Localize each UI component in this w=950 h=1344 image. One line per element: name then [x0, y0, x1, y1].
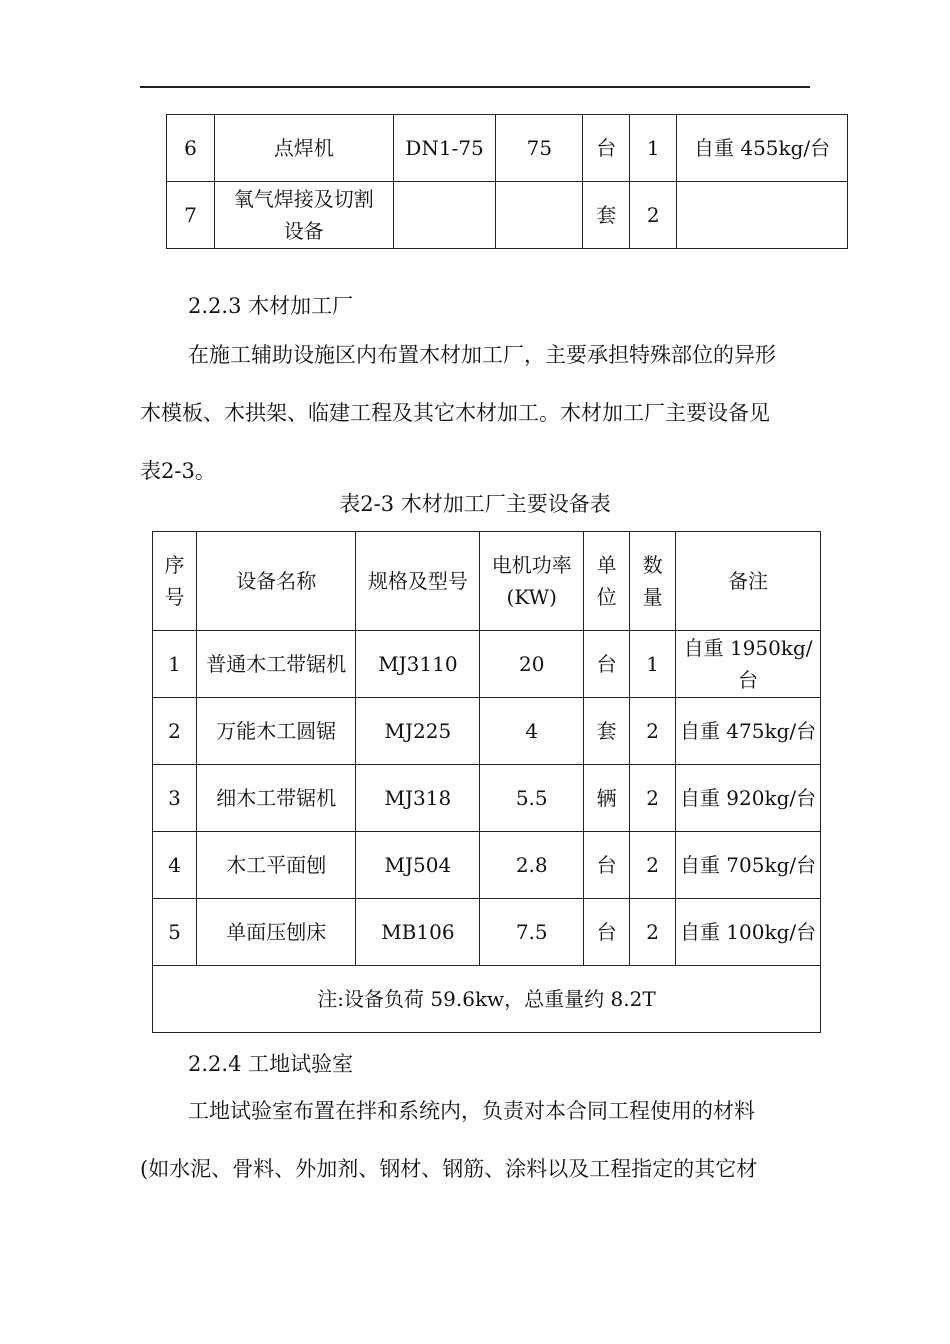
cell-name: 木工平面刨: [196, 832, 356, 899]
cell-no: 5: [153, 899, 197, 966]
cell-name: 氧气焊接及切割设备: [214, 182, 393, 249]
wood-equipment-table: [152, 531, 821, 1033]
cell-qty: 1: [630, 115, 677, 182]
cell-qty: 1: [630, 631, 676, 698]
cell-note: [677, 182, 848, 249]
header-unit: 单位: [584, 532, 630, 631]
cell-no: 4: [153, 832, 197, 899]
cell-no: 3: [153, 765, 197, 832]
paragraph-line: (如水泥、骨料、外加剂、钢材、钢筋、涂料以及工程指定的其它材: [140, 1157, 758, 1181]
cell-unit: 台: [583, 115, 630, 182]
cell-note: 自重 455kg/台: [677, 115, 848, 182]
table-row: [153, 765, 821, 832]
cell-unit: 台: [584, 832, 630, 899]
cell-note: 自重 1950kg/台: [676, 631, 821, 698]
cell-qty: 2: [630, 832, 676, 899]
cell-model: MJ225: [356, 698, 480, 765]
cell-name: 单面压刨床: [196, 899, 356, 966]
header-note: 备注: [676, 532, 821, 631]
table-row: [167, 115, 848, 182]
cell-note: 自重 475kg/台: [676, 698, 821, 765]
cell-unit: 台: [584, 899, 630, 966]
cell-note: 自重 920kg/台: [676, 765, 821, 832]
cell-qty: 2: [630, 899, 676, 966]
cell-power: 4: [480, 698, 584, 765]
cell-model: MJ318: [356, 765, 480, 832]
cell-no: 7: [167, 182, 215, 249]
table-footnote-row: [153, 966, 821, 1033]
page-header-rule: [140, 86, 810, 88]
cell-model: MB106: [356, 899, 480, 966]
table-caption: 表2-3 木材加工厂主要设备表: [339, 492, 611, 516]
table-header-row: [153, 532, 821, 631]
cell-model: [393, 182, 496, 249]
cell-qty: 2: [630, 765, 676, 832]
cell-note: 自重 705kg/台: [676, 832, 821, 899]
cell-power: 5.5: [480, 765, 584, 832]
paragraph-line: 工地试验室布置在拌和系统内，负责对本合同工程使用的材料: [188, 1099, 755, 1123]
header-power: 电机功率(KW): [480, 532, 584, 631]
header-qty: 数量: [630, 532, 676, 631]
section-2-2-4-paragraph: [140, 1082, 820, 1198]
section-2-2-3-paragraph: [140, 326, 820, 500]
cell-no: 6: [167, 115, 215, 182]
cell-power: 2.8: [480, 832, 584, 899]
paragraph-line: 木模板、木拱架、临建工程及其它木材加工。木材加工厂主要设备见: [140, 401, 770, 425]
table-row: [153, 899, 821, 966]
cell-unit: 套: [583, 182, 630, 249]
cell-qty: 2: [630, 182, 677, 249]
cell-no: 1: [153, 631, 197, 698]
table-row: [153, 698, 821, 765]
prev-equipment-table: [166, 114, 848, 249]
cell-unit: 套: [584, 698, 630, 765]
table-row: [153, 631, 821, 698]
table-row: [167, 182, 848, 249]
cell-name: 万能木工圆锯: [196, 698, 356, 765]
cell-model: MJ504: [356, 832, 480, 899]
cell-power: 75: [496, 115, 583, 182]
cell-no: 2: [153, 698, 197, 765]
cell-name: 细木工带锯机: [196, 765, 356, 832]
table-row: [153, 832, 821, 899]
cell-power: 20: [480, 631, 584, 698]
section-heading-2-2-3: 2.2.3 木材加工厂: [188, 294, 354, 318]
header-model: 规格及型号: [356, 532, 480, 631]
cell-power: [496, 182, 583, 249]
cell-qty: 2: [630, 698, 676, 765]
section-heading-2-2-4: 2.2.4 工地试验室: [188, 1052, 354, 1076]
cell-power: 7.5: [480, 899, 584, 966]
header-no: 序号: [153, 532, 197, 631]
cell-unit: 辆: [584, 765, 630, 832]
paragraph-line: 在施工辅助设施区内布置木材加工厂，主要承担特殊部位的异形: [188, 343, 776, 367]
cell-model: DN1-75: [393, 115, 496, 182]
cell-name: 点焊机: [214, 115, 393, 182]
paragraph-line: 表2-3。: [140, 459, 216, 483]
table-footnote: 注:设备负荷 59.6kw，总重量约 8.2T: [153, 966, 821, 1033]
cell-unit: 台: [584, 631, 630, 698]
header-name: 设备名称: [196, 532, 356, 631]
cell-model: MJ3110: [356, 631, 480, 698]
cell-name: 普通木工带锯机: [196, 631, 356, 698]
cell-note: 自重 100kg/台: [676, 899, 821, 966]
